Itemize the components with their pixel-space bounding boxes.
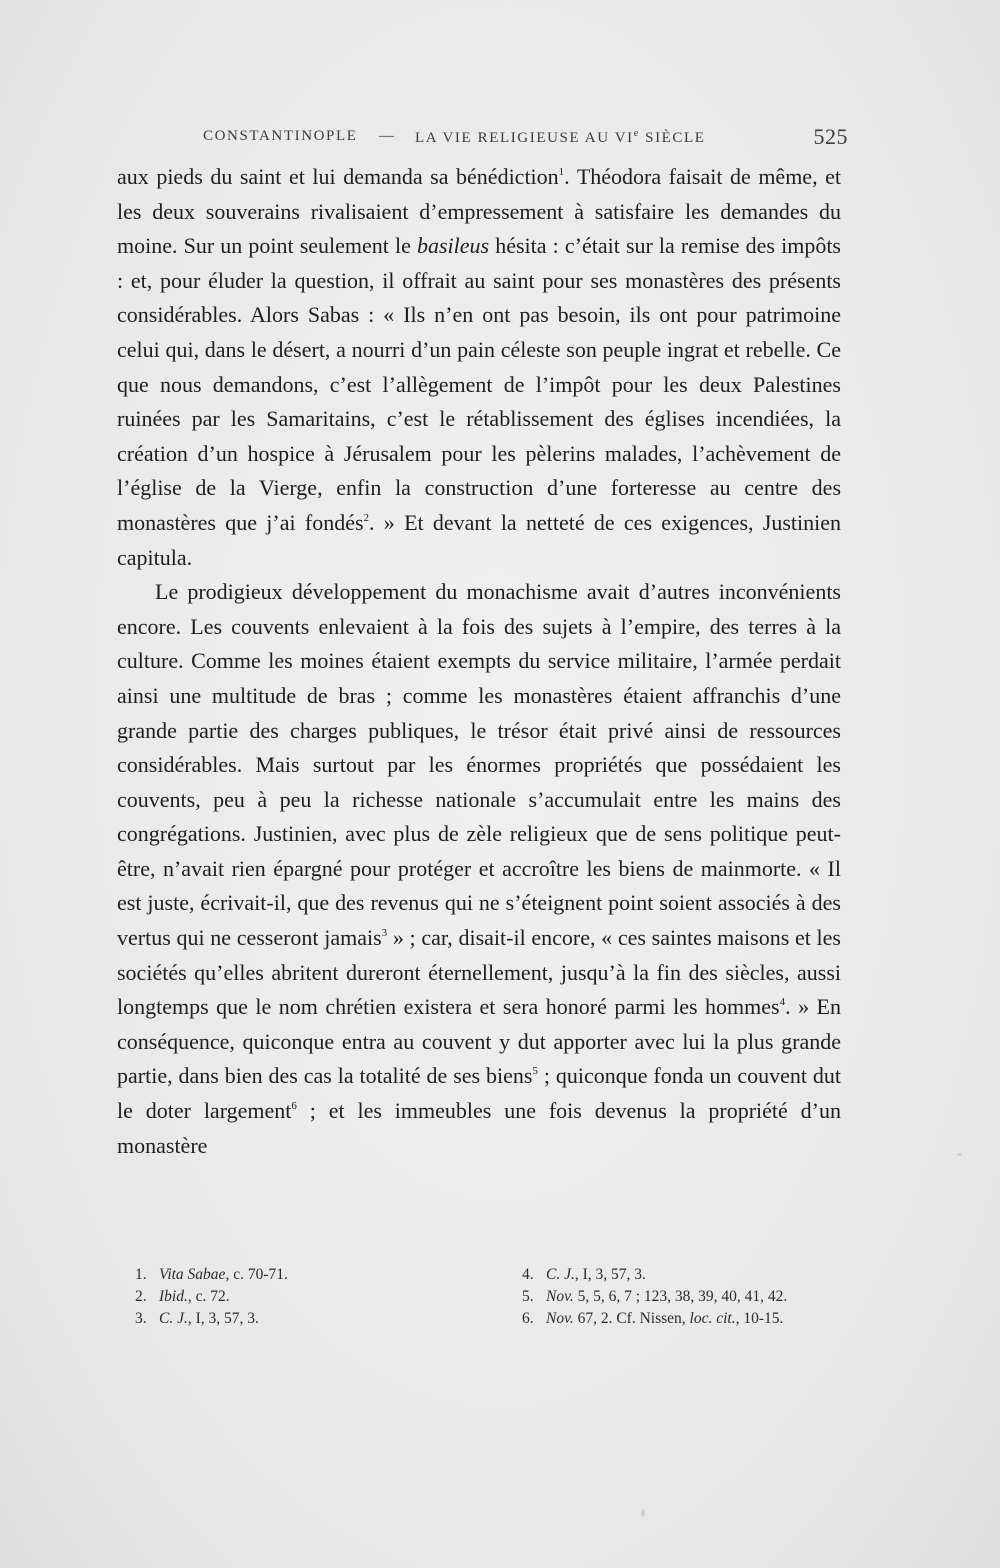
footnote-ref: 3 <box>381 927 388 940</box>
text-run: ; et les immeubles une fois devenus la propriété d’un monastère <box>117 1098 842 1158</box>
text-run: , c. 72. <box>187 1288 230 1305</box>
text-run: , 10-15. <box>735 1310 784 1327</box>
footnote <box>135 1264 465 1286</box>
footnote-number: 3. <box>135 1310 147 1327</box>
footnote <box>522 1286 862 1308</box>
running-head-dash: — <box>379 128 396 144</box>
text-run: 67, 2. Cf. Nissen, <box>573 1310 690 1327</box>
footnotes-right-column <box>522 1264 862 1330</box>
footnote-ref: 4 <box>779 996 786 1009</box>
italic-text: basileus <box>417 233 490 259</box>
century-superscript: e <box>633 128 640 139</box>
running-head <box>203 124 848 150</box>
footnote <box>135 1308 465 1330</box>
italic-text: Ibid. <box>159 1288 188 1305</box>
text-run: 5, 5, 6, 7 ; 123, 38, 39, 40, 41, 42. <box>573 1288 788 1305</box>
text-run: » ; car, disait-il encore, « ces saintes maisons et les sociétés qu’elles abritent dureront éternellement, jusqu’à la fin des siècles, aussi longtemps que le nom chrétien existera et sera honoré parmi les hommes <box>117 925 841 1020</box>
text-run: ; quiconque fonda un couvent dut le doter largement <box>117 1063 841 1124</box>
italic-text: Nov. <box>546 1288 574 1305</box>
footnote-number: 6. <box>522 1310 534 1327</box>
text-run: Le prodigieux développement du monachisme avait d’autres inconvénients encore. Les couvents enlevaient à la fois des sujets à l’empire, des terres à la culture. Comme les moines étaient exempts du service militaire, l’armée perdait ainsi une multitude de bras ; comme les monastères étaient affranchis d’une grande partie des charges publiques, le trésor était privé ainsi de ressources considérables. Mais surtout par les énormes propriétés que possédaient les couvents, peu à peu la richesse nationale s’accumulait entre les mains des congrégations. Justinien, avec plus de zèle religieux que de sens politique peut-être, n’avait rien épargné pour protéger et accroître les biens de mainmorte. « Il est juste, écrivait-il, que des revenus qui ne s’éteignent point soient associés à des vertus qui ne cesseront jamais <box>117 579 841 951</box>
italic-text: loc. cit. <box>689 1310 736 1327</box>
footnote-ref: 6 <box>291 1100 297 1113</box>
text-run: hésita : c’était sur la remise des impôts : et, pour éluder la question, il offrait au saint pour ses monastères des présents considérables. Alors Sabas : « Ils n’en ont pas besoin, ils ont pour patrimoine celui qui, dans le désert, a nourri d’un pain céleste son peuple ingrat et rebelle. Ce que nous demandons, c’est l’allègement de l’impôt pour les deux Palestines ruinées par les Samaritains, c’est le rétablissement des églises incendiées, la création d’un hospice à Jérusalem pour les pèlerins malades, l’achèvement de l’église de la Vierge, enfin la construction d’une forteresse au centre des monastères que j’ai fondés <box>117 233 841 535</box>
ink-speck <box>957 1153 962 1156</box>
footnote-number: 1. <box>135 1266 147 1283</box>
footnote <box>522 1264 862 1286</box>
footnote <box>522 1308 862 1330</box>
text-run: , I, 3, 57, 3. <box>187 1310 259 1327</box>
text-run: aux pieds du saint et lui demanda sa bénédiction <box>117 164 559 189</box>
text-run: . » Et devant la netteté de ces exigences, Justinien capitula. <box>117 509 842 570</box>
italic-text: Nov. <box>546 1310 574 1327</box>
running-head-subtitle: LA VIE RELIGIEUSE AU VIe SIÈCLE <box>415 128 706 146</box>
footnotes-left-column <box>135 1264 465 1330</box>
footnote-ref: 1 <box>558 166 565 178</box>
footnote <box>135 1286 465 1308</box>
footnote-ref: 5 <box>532 1065 538 1078</box>
paragraph <box>117 575 841 1163</box>
text-run: . Théodora faisait de même, et les deux souverains rivalisaient d’empressement à satisfaire les demandes du moine. Sur un point seulement le <box>117 164 842 259</box>
text-run: , I, 3, 57, 3. <box>574 1266 646 1283</box>
footnote-number: 5. <box>522 1288 534 1305</box>
main-text <box>117 160 841 1163</box>
text-run: . » En conséquence, quiconque entra au couvent y dut apporter avec lui la plus grande partie, dans bien des cas la totalité de ses biens <box>117 994 841 1089</box>
ink-speck <box>641 1509 645 1517</box>
footnote-number: 4. <box>522 1266 534 1283</box>
footnote-ref: 2 <box>363 511 370 524</box>
footnote-number: 2. <box>135 1288 147 1305</box>
text-run: , c. 70-71. <box>225 1266 288 1283</box>
paragraph <box>117 160 841 575</box>
page-number: 525 <box>813 124 848 149</box>
running-head-title: CONSTANTINOPLE <box>203 128 358 144</box>
italic-text: C. J. <box>546 1266 575 1283</box>
italic-text: C. J. <box>159 1310 188 1327</box>
italic-text: Vita Sabae <box>159 1266 226 1283</box>
